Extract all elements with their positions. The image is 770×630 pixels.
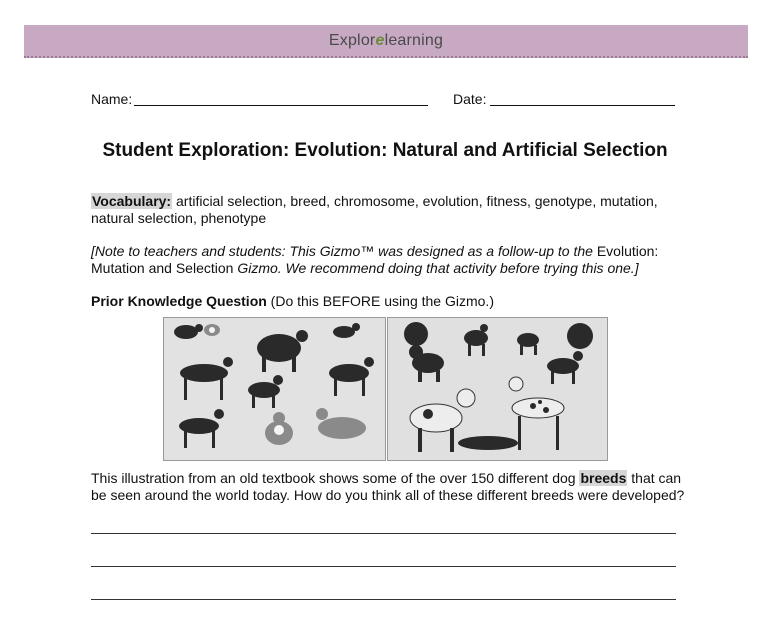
prior-knowledge-heading [91, 293, 681, 310]
prior-knowledge-label: Prior Knowledge Question [91, 293, 267, 309]
question-text-2: that can be seen around the world today. How do you think all of these different breeds were developed? [91, 470, 685, 503]
name-field[interactable] [134, 104, 428, 106]
vocabulary-paragraph [91, 193, 681, 227]
logo-leaf-letter: e [375, 32, 385, 49]
answer-line-3[interactable] [91, 598, 676, 600]
vocabulary-label: Vocabulary: [92, 193, 172, 209]
note-text-2: Gizmo. We recommend doing that activity before trying this one.] [233, 260, 639, 276]
date-field[interactable] [490, 104, 675, 106]
prior-knowledge-instruction: (Do this BEFORE using the Gizmo.) [266, 293, 494, 309]
dog-breeds-illustration-left [163, 317, 386, 461]
question-paragraph [91, 470, 686, 504]
page-title: Student Exploration: Evolution: Natural and Artificial Selection [102, 140, 668, 161]
name-label: Name: [91, 91, 133, 107]
note-gizmo-title: Evolution: Mutation and Selection [91, 243, 659, 276]
breeds-highlight: breeds [580, 470, 627, 486]
answer-line-2[interactable] [91, 565, 676, 567]
dog-breeds-drawing-left [164, 318, 385, 460]
header-band [24, 25, 748, 58]
vocabulary-text: artificial selection, breed, chromosome, evolution, fitness, genotype, mutation, natural selection, phenotype [91, 193, 658, 226]
answer-line-1[interactable] [91, 532, 676, 534]
logo-text-end: learning [384, 32, 444, 49]
explorelearning-logo [24, 32, 748, 50]
logo-text-start: Explor [328, 32, 376, 49]
note-text-1: [Note to teachers and students: This Gizmo™ was designed as a follow-up to the [91, 243, 597, 259]
dog-breeds-illustration-right [387, 317, 608, 461]
date-label: Date: [453, 91, 487, 107]
question-text-1: This illustration from an old textbook shows some of the over 150 different dog [91, 470, 580, 486]
dog-breeds-drawing-right [388, 318, 607, 460]
teacher-note [91, 243, 681, 277]
